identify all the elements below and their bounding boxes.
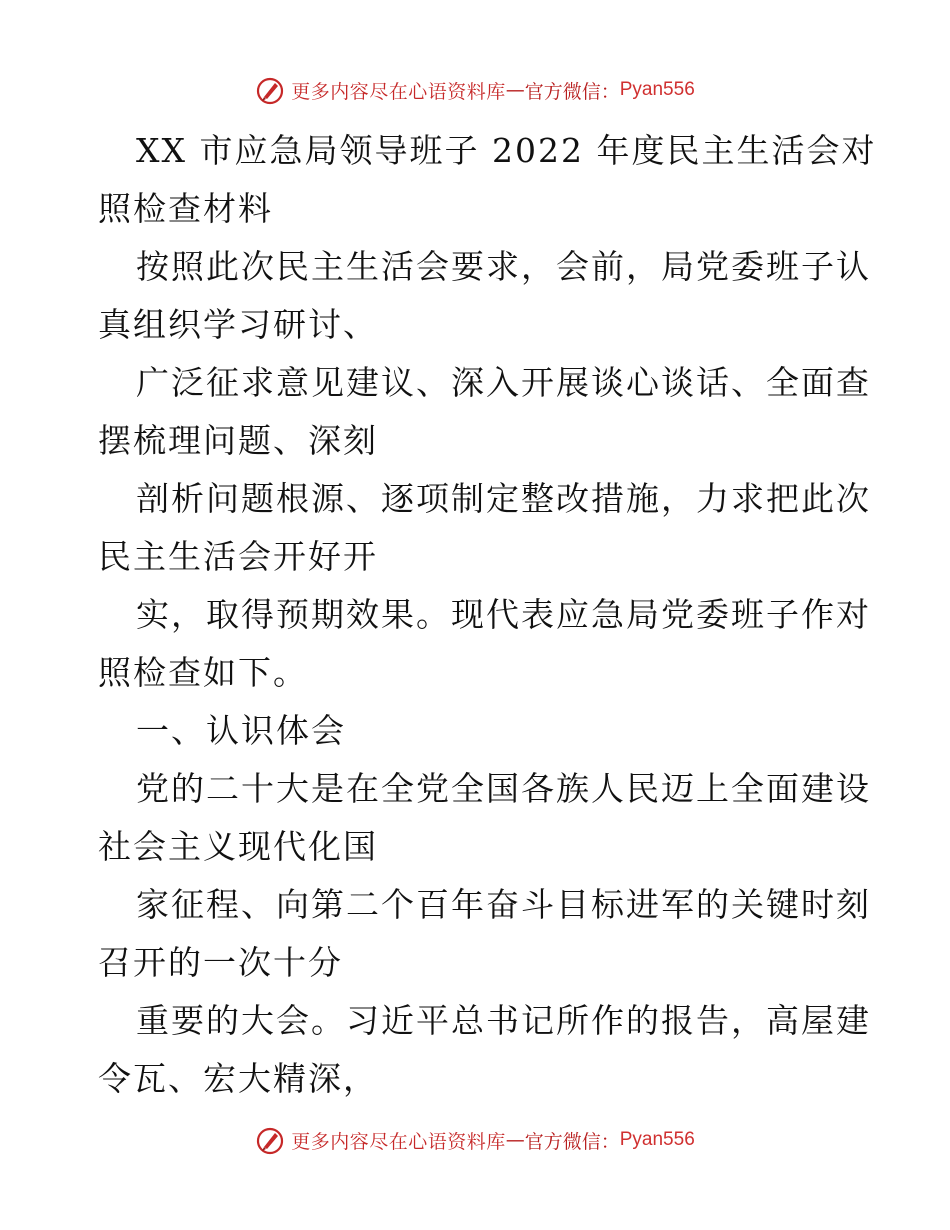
banner-wechat-id: Pyan556 bbox=[619, 1129, 695, 1150]
doc-line: 党的二十大是在全党全国各族人民迈上全面建设 bbox=[136, 769, 871, 808]
banner-wechat-label: 官方微信： bbox=[524, 80, 620, 103]
banner-wechat-id: Pyan556 bbox=[619, 79, 695, 100]
doc-line: 社会主义现代化国 bbox=[98, 827, 378, 866]
doc-line: 实，取得预期效果。现代表应急局党委班子作对 bbox=[136, 595, 871, 634]
doc-line: 按照此次民主生活会要求，会前，局党委班子认 bbox=[136, 247, 871, 286]
section-heading: 一、认识体会 bbox=[136, 711, 346, 750]
document-body bbox=[98, 122, 877, 1108]
doc-line: 摆梳理问题、深刻 bbox=[98, 421, 378, 460]
banner-separator: — bbox=[505, 1129, 525, 1151]
doc-line: 召开的一次十分 bbox=[98, 943, 343, 982]
doc-line: 真组织学习研讨、 bbox=[98, 305, 378, 344]
doc-line: 广泛征求意见建议、深入开展谈心谈话、全面查 bbox=[136, 363, 871, 402]
header-watermark-banner bbox=[0, 70, 950, 110]
doc-line: 家征程、向第二个百年奋斗目标进军的关键时刻 bbox=[136, 885, 871, 924]
quill-pen-logo-icon bbox=[255, 1125, 285, 1155]
footer-watermark-banner bbox=[0, 1120, 950, 1160]
doc-line: XX 市应急局领导班子 2022 年度民主生活会对 bbox=[136, 131, 877, 170]
banner-text: 更多内容尽在心语资料库 bbox=[291, 80, 506, 103]
doc-line: 照检查如下。 bbox=[98, 653, 308, 692]
doc-line: 令瓦、宏大精深， bbox=[98, 1059, 378, 1098]
quill-pen-logo-icon bbox=[255, 75, 285, 105]
banner-text: 更多内容尽在心语资料库 bbox=[291, 1130, 506, 1153]
banner-wechat-label: 官方微信： bbox=[524, 1130, 620, 1153]
doc-line: 照检查材料 bbox=[98, 189, 273, 228]
banner-separator: — bbox=[505, 79, 525, 101]
doc-line: 民主生活会开好开 bbox=[98, 537, 378, 576]
doc-line: 剖析问题根源、逐项制定整改措施，力求把此次 bbox=[136, 479, 871, 518]
doc-line: 重要的大会。习近平总书记所作的报告，高屋建 bbox=[136, 1001, 871, 1040]
